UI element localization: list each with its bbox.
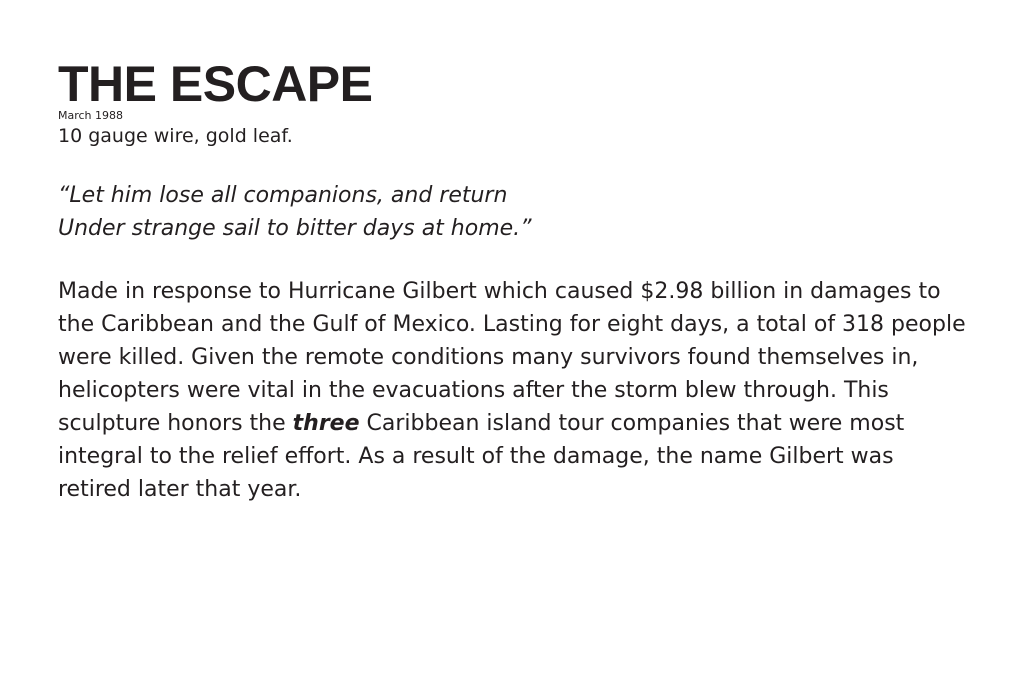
quote-line-2: Under strange sail to bitter days at home.” [58, 216, 532, 241]
artwork-title: THE ESCAPE [58, 56, 373, 112]
artwork-date: March 1988 [58, 109, 124, 122]
artwork-medium: 10 gauge wire, gold leaf. [58, 125, 293, 147]
artwork-description [58, 275, 973, 506]
description-text-part-1: Made in response to Hurricane Gilbert which caused $2.98 billion in damages to the Caribbean and the Gulf of Mexico. Lasting for eight days, a total of 318 people were killed. Given the remote conditions many survivors found themselves in, helicopters were vital in the evacuations after the storm blew through. This sculpture honors the [58, 279, 966, 436]
description-text-part-2: Caribbean island tour companies that were most integral to the relief effort. As a result of the damage, the name Gilbert was retired later that year. [58, 411, 905, 502]
description-emphasis: three [292, 411, 360, 436]
artwork-quote [58, 179, 998, 245]
quote-line-1: “Let him lose all companions, and return [58, 183, 508, 208]
artwork-placard [58, 58, 998, 528]
